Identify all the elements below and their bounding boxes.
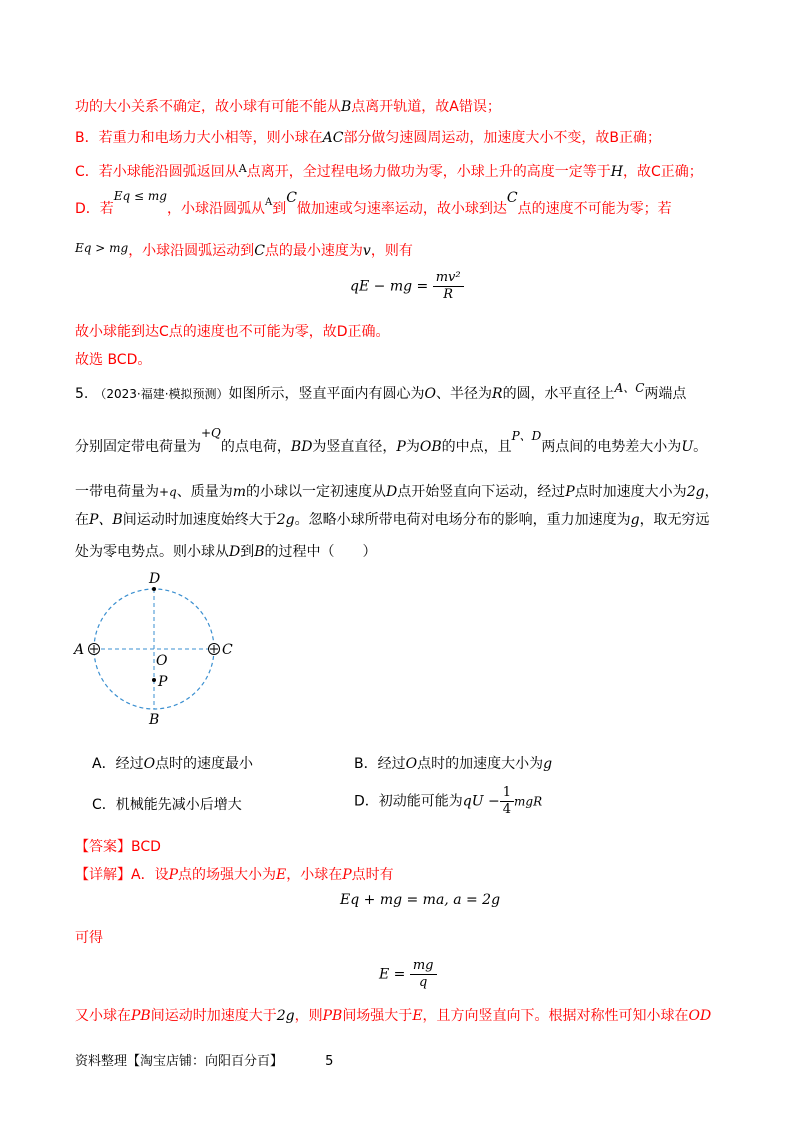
- text: ，取无穷远: [639, 512, 710, 528]
- text: A．经过: [92, 756, 144, 772]
- prev-line-4: [75, 189, 672, 221]
- option-b[interactable]: [354, 754, 552, 774]
- var-g: g: [630, 512, 640, 528]
- text: 点时的速度最小: [155, 756, 254, 772]
- prev-line-2: [75, 128, 661, 148]
- value-2g: 2g: [276, 512, 295, 528]
- var-e: E: [412, 1008, 423, 1024]
- text: 一带电荷量为: [75, 484, 159, 500]
- var-d: D: [386, 484, 398, 500]
- var-pb: PB: [131, 1008, 151, 1024]
- var-d: D: [229, 544, 241, 560]
- text: 间运动时加速度始终大于: [122, 512, 277, 528]
- text: 的点电荷，: [220, 439, 291, 455]
- text: 、半径为: [436, 386, 493, 402]
- value-2g: 2g: [686, 484, 705, 500]
- var-ac: AC: [322, 130, 344, 146]
- var-b: B: [341, 99, 352, 115]
- charge: +Q: [201, 426, 221, 440]
- var-h: H: [610, 164, 623, 180]
- explain-tag: 【详解】: [75, 867, 131, 883]
- var-pb: P、B: [89, 512, 123, 528]
- text: A．设: [131, 867, 169, 883]
- var-g: g: [543, 756, 553, 772]
- text: 的过程中（ ）: [264, 544, 377, 560]
- question-line-2: [75, 426, 708, 457]
- fraction: [410, 958, 437, 991]
- text: 。: [693, 439, 708, 455]
- text: ，小球沿圆弧从: [166, 201, 265, 217]
- var-pd: P、D: [511, 429, 542, 443]
- text: 间场强大于: [342, 1008, 413, 1024]
- text: 的中点，且: [441, 439, 512, 455]
- condition: Eq > mg: [75, 241, 129, 255]
- text: 点的速度不可能为零；若: [517, 201, 672, 217]
- text: 分别固定带电荷量为: [75, 439, 201, 455]
- text: 两点间的电势差大小为: [541, 439, 682, 455]
- text: D．初动能可能为: [354, 793, 463, 810]
- prev-line-1: [75, 97, 501, 117]
- numerator: mg: [410, 958, 437, 975]
- var-c: C: [286, 190, 297, 206]
- denominator: 4: [502, 802, 512, 817]
- equation-1: [350, 270, 464, 303]
- explain-line-2: 可得: [75, 930, 103, 946]
- fraction: [433, 270, 464, 303]
- var-e: E: [276, 867, 287, 883]
- point-p: [152, 678, 156, 682]
- var-od: OD: [688, 1008, 712, 1024]
- var-a: A: [264, 197, 273, 208]
- text: 、质量为: [176, 484, 233, 500]
- label-p: P: [158, 674, 168, 690]
- var-ac: A、C: [614, 381, 645, 395]
- text: ，则有: [370, 243, 413, 259]
- label-d: D: [149, 571, 161, 587]
- text: 到: [272, 201, 287, 217]
- equation-3: [379, 958, 437, 991]
- text: B．若重力和电场力大小相等，则小球在: [75, 130, 323, 146]
- label-a: A: [74, 642, 85, 658]
- value-2g: 2g: [276, 1008, 295, 1024]
- prev-line-7: 故选 BCD。: [75, 352, 152, 368]
- label-b: B: [149, 712, 160, 728]
- text: 为: [405, 439, 420, 455]
- var-ob: OB: [419, 439, 442, 455]
- numerator: mv²: [433, 270, 464, 287]
- question-line-1: [75, 381, 687, 404]
- text: 做加速或匀速率运动，故小球到达: [296, 201, 507, 217]
- text: 到: [240, 544, 255, 560]
- text: 点的最小速度为: [264, 243, 363, 259]
- text: 功的大小关系不确定，故小球有可能不能从: [75, 99, 341, 115]
- text: 为竖直直径，: [312, 439, 397, 455]
- text: 点的场强大小为: [178, 867, 276, 883]
- charge-a-icon: [89, 644, 100, 655]
- label-o: O: [156, 653, 168, 669]
- question-source: （2023·福建·模拟预测）: [94, 387, 229, 401]
- var-o: O: [405, 756, 418, 772]
- var-p: P: [396, 439, 406, 455]
- text: ，且方向竖直向下。根据对称性可知小球在: [422, 1008, 689, 1024]
- var-m: m: [232, 484, 247, 500]
- text: 点离开轨道，故A错误；: [351, 99, 501, 115]
- text: 处为零电势点。则小球从: [75, 544, 229, 560]
- eq-lhs: qE − mg =: [350, 278, 429, 295]
- question-line-3: [75, 482, 719, 502]
- expr: mgR: [514, 794, 543, 809]
- text: 的小球以一定初速度从: [246, 484, 387, 500]
- text: 如图所示，竖直平面内有圆心为: [228, 386, 425, 402]
- text: 点时加速度大小为: [574, 484, 687, 500]
- text: 的圆，水平直径上: [502, 386, 615, 402]
- text: 又小球在: [75, 1008, 131, 1024]
- prev-line-3: [75, 159, 703, 182]
- var-p: P: [565, 484, 575, 500]
- charge: +q: [159, 485, 177, 499]
- condition: Eq ≤ mg: [113, 189, 167, 203]
- text: C．若小球能沿圆弧返回从: [75, 164, 239, 180]
- text: D．若: [75, 201, 114, 217]
- expr: qU −: [462, 793, 500, 810]
- var-o: O: [424, 386, 437, 402]
- question-number: 5.: [75, 386, 89, 402]
- prev-line-6: 故小球能到达C点的速度也不可能为零，故D正确。: [75, 324, 390, 340]
- text: 两端点: [644, 386, 687, 402]
- page-number: 5: [325, 1054, 334, 1069]
- answer: 【答案】BCD: [75, 839, 161, 855]
- var-c: C: [254, 243, 265, 259]
- var-b: B: [254, 544, 265, 560]
- eq-lhs: E =: [379, 966, 406, 983]
- text: ，故C正确；: [622, 164, 703, 180]
- fraction: [500, 785, 514, 818]
- footer-text: 资料整理【淘宝店铺：向阳百分百】: [75, 1054, 284, 1069]
- var-u: U: [681, 439, 694, 455]
- var-v: v: [362, 243, 371, 259]
- text: 。忽略小球所带电荷对电场分布的影响，重力加速度为: [294, 512, 631, 528]
- text: 在: [75, 512, 89, 528]
- text: ，则: [294, 1008, 323, 1024]
- question-line-5: [75, 542, 377, 562]
- text: ，小球在: [286, 867, 343, 883]
- var-o: O: [143, 756, 156, 772]
- var-pb: PB: [322, 1008, 343, 1024]
- option-c[interactable]: [92, 795, 242, 815]
- text: C．机械能先减小后增大: [92, 797, 242, 813]
- var-bd: BD: [290, 439, 313, 455]
- var-p: P: [342, 867, 352, 883]
- label-c: C: [222, 642, 233, 658]
- text: 点时有: [351, 867, 394, 883]
- point-d: [152, 587, 156, 591]
- text: ，: [704, 484, 719, 500]
- charge-c-icon: [209, 644, 220, 655]
- equation-2: Eq + mg = ma, a = 2g: [340, 892, 501, 908]
- var-r: R: [492, 386, 503, 402]
- circle-diagram: [68, 568, 268, 728]
- text: 点离开，全过程电场力做功为零，小球上升的高度一定等于: [246, 164, 611, 180]
- denominator: R: [443, 287, 454, 302]
- footer: [75, 1050, 333, 1069]
- text: 部分做匀速圆周运动，加速度大小不变，故B正确；: [343, 130, 662, 146]
- var-p: P: [168, 867, 178, 883]
- prev-line-5: [75, 241, 413, 261]
- var-a: A: [238, 162, 247, 175]
- text: 间运动时加速度大于: [150, 1008, 277, 1024]
- question-line-4: [75, 510, 710, 530]
- text: 点开始竖直向下运动，经过: [397, 484, 566, 500]
- explain-line-3: [75, 1006, 711, 1026]
- explain-line-1: [75, 865, 394, 885]
- denominator: q: [419, 975, 428, 990]
- text: 点时的加速度大小为: [417, 756, 544, 772]
- text: B．经过: [354, 756, 406, 772]
- var-c: C: [506, 190, 518, 206]
- text: ，小球沿圆弧运动到: [128, 243, 255, 259]
- numerator: 1: [500, 785, 514, 802]
- option-a[interactable]: [92, 754, 253, 774]
- option-d[interactable]: [354, 785, 542, 818]
